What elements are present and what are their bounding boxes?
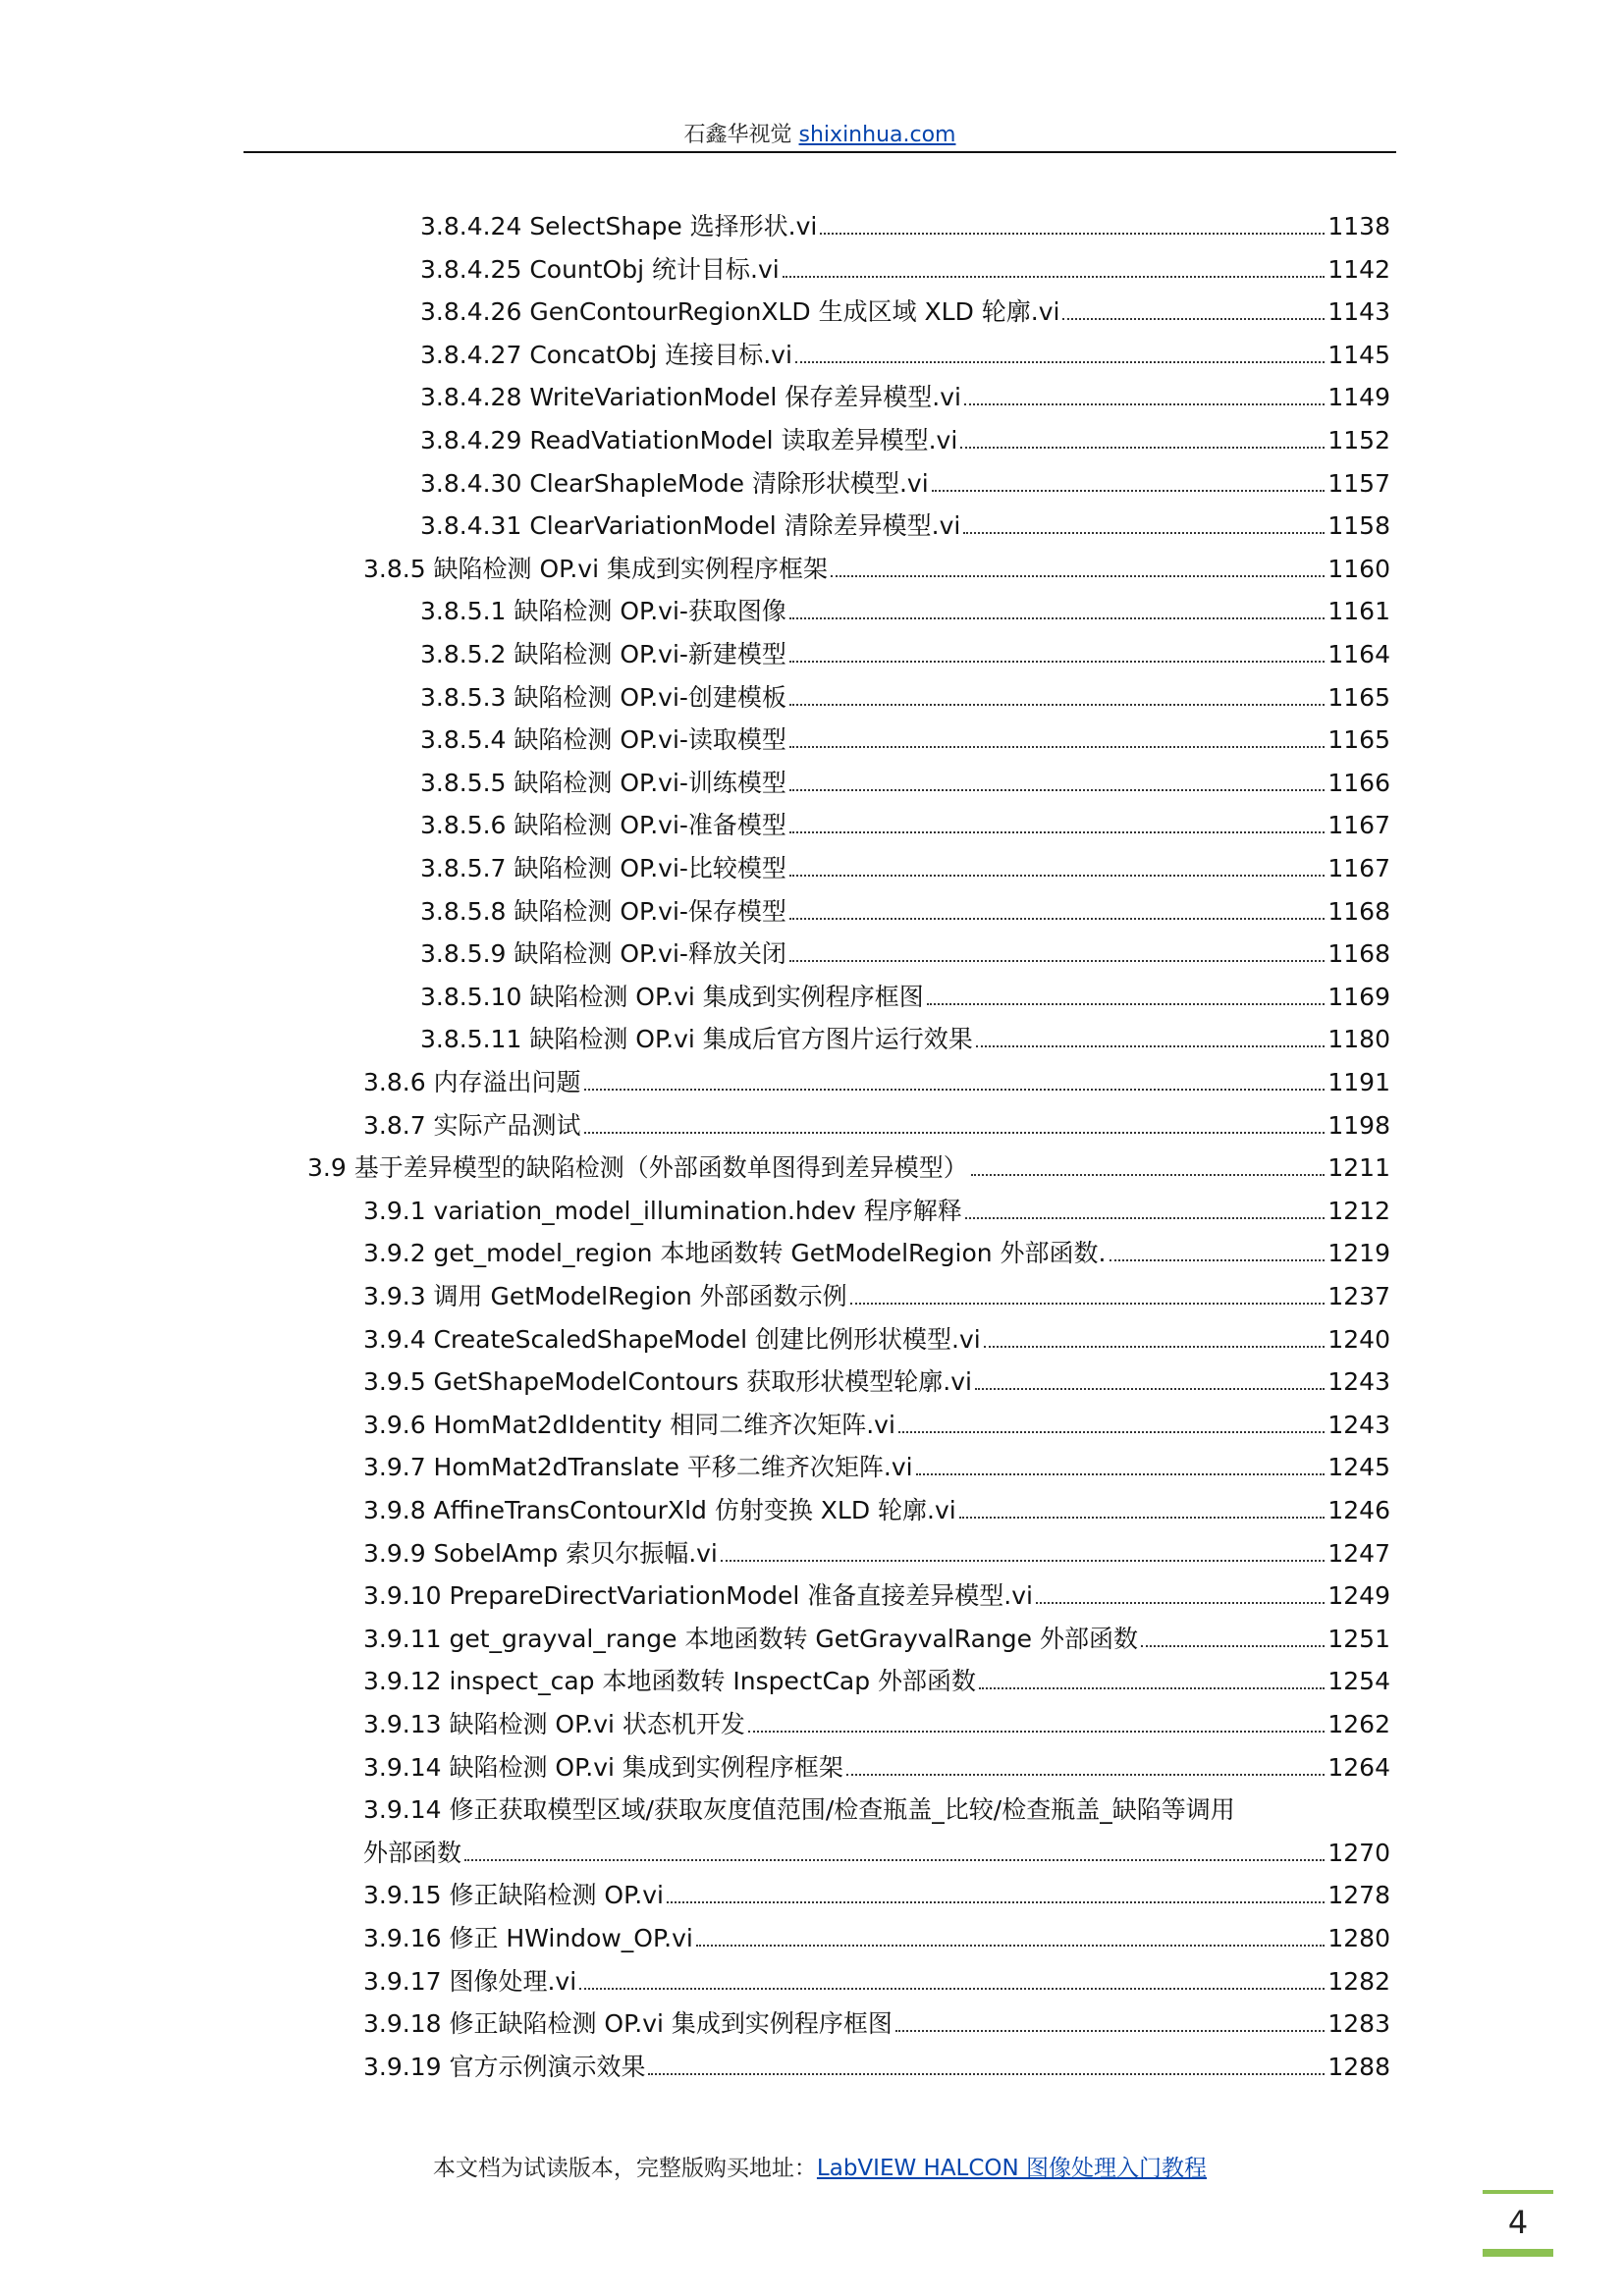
toc-dot-leader <box>895 2030 1325 2032</box>
toc-dot-leader <box>979 1687 1325 1689</box>
toc-entry-title: 3.8.5.3 缺陷检测 OP.vi-创建模板 <box>420 682 786 712</box>
toc-entry[interactable] <box>420 759 1390 798</box>
toc-entry-title: 3.8.4.28 WriteVariationModel 保存差异模型.vi <box>420 383 961 412</box>
toc-dot-leader <box>846 1774 1325 1776</box>
toc-dot-leader <box>789 661 1325 663</box>
toc-dot-leader <box>984 1346 1326 1348</box>
toc-entry[interactable] <box>420 973 1390 1012</box>
toc-dot-leader <box>916 1473 1326 1475</box>
toc-entry[interactable] <box>363 2043 1390 2082</box>
toc-entry-title: 3.8.4.31 ClearVariationModel 清除差异模型.vi <box>420 511 961 541</box>
toc-entry[interactable] <box>363 1101 1390 1141</box>
toc-dot-leader <box>964 403 1325 405</box>
page-header <box>244 118 1396 148</box>
toc-entry[interactable] <box>363 1957 1390 1997</box>
toc-dot-leader <box>789 746 1325 748</box>
toc-entry-page: 1168 <box>1327 939 1390 969</box>
toc-entry-wrapped-line1[interactable]: 3.9.14 修正获取模型区域/获取灰度值范围/检查瓶盖_比较/检查瓶盖_缺陷等调用 <box>363 1795 1235 1825</box>
toc-entry[interactable] <box>420 930 1390 969</box>
toc-entry-title: 3.9.1 variation_model_illumination.hdev 程序解释 <box>363 1196 962 1225</box>
toc-entry-title: 3.9.16 修正 HWindow_OP.vi <box>363 1924 693 1952</box>
toc-entry-page: 1211 <box>1327 1153 1390 1183</box>
toc-dot-leader <box>795 361 1325 363</box>
toc-dot-leader <box>898 1431 1325 1433</box>
toc-entry-title: 3.9.8 AffineTransContourXld 仿射变换 XLD 轮廓.vi <box>363 1496 956 1524</box>
toc-entry-title: 3.9.5 GetShapeModelContours 获取形状模型轮廓.vi <box>363 1367 972 1397</box>
toc-dot-leader <box>648 2073 1325 2075</box>
footer-purchase-link[interactable]: LabVIEW HALCON 图像处理入门教程 <box>816 2156 1208 2181</box>
toc-entry-page: 1149 <box>1327 383 1390 412</box>
toc-entry[interactable] <box>363 1700 1390 1739</box>
toc-entry-page: 1145 <box>1327 340 1390 369</box>
toc-entry-page: 1270 <box>1327 1838 1390 1867</box>
toc-entry[interactable] <box>420 801 1390 840</box>
toc-entry-title: 3.9.17 图像处理.vi <box>363 1966 577 1996</box>
toc-dot-leader <box>789 918 1325 920</box>
toc-entry-page: 1237 <box>1327 1282 1390 1310</box>
toc-entry-page: 1282 <box>1327 1966 1390 1996</box>
toc-dot-leader <box>971 1174 1326 1176</box>
toc-entry-page: 1219 <box>1327 1239 1390 1268</box>
toc-dot-leader <box>1062 318 1325 320</box>
toc-dot-leader <box>975 1388 1325 1390</box>
toc-dot-leader <box>960 447 1325 449</box>
toc-dot-leader <box>927 1003 1326 1005</box>
toc-entry-page: 1262 <box>1327 1710 1390 1738</box>
toc-dot-leader <box>976 1045 1326 1047</box>
toc-entry-title: 3.8.4.24 SelectShape 选择形状.vi <box>420 212 818 240</box>
toc-entry[interactable] <box>363 1315 1390 1355</box>
toc-entry[interactable] <box>363 1829 1390 1868</box>
toc-entry[interactable] <box>363 1401 1390 1440</box>
toc-entry-title: 3.8.7 实际产品测试 <box>363 1110 581 1140</box>
toc-dot-leader <box>959 1517 1326 1519</box>
toc-entry-title: 3.9.19 官方示例演示效果 <box>363 2052 646 2081</box>
toc-entry[interactable] <box>307 1144 1390 1183</box>
toc-entry-page: 1169 <box>1327 982 1390 1011</box>
toc-dot-leader <box>789 789 1325 791</box>
toc-entry-page: 1246 <box>1327 1496 1390 1524</box>
toc-entry-title: 3.9.6 HomMat2dIdentity 相同二维齐次矩阵.vi <box>363 1410 895 1439</box>
toc-dot-leader <box>1141 1645 1325 1647</box>
toc-entry-title: 3.9 基于差异模型的缺陷检测（外部函数单图得到差异模型） <box>307 1153 968 1183</box>
toc-dot-leader <box>789 875 1325 877</box>
toc-dot-leader <box>584 1089 1326 1091</box>
page-number-bar-bottom <box>1483 2249 1553 2257</box>
toc-dot-leader <box>1036 1602 1325 1604</box>
toc-entry-page: 1180 <box>1327 1025 1390 1054</box>
toc-entry[interactable] <box>363 1187 1390 1226</box>
toc-dot-leader <box>464 1859 1325 1861</box>
toc-entry[interactable] <box>363 1871 1390 1910</box>
toc-entry-page: 1165 <box>1327 682 1390 712</box>
toc-entry-page: 1283 <box>1327 2009 1390 2039</box>
toc-entry[interactable] <box>420 716 1390 755</box>
toc-dot-leader <box>667 1901 1325 1903</box>
toc-entry-page: 1157 <box>1327 468 1390 498</box>
toc-entry[interactable] <box>420 887 1390 927</box>
toc-entry-title: 3.8.5.5 缺陷检测 OP.vi-训练模型 <box>420 768 786 797</box>
page-footer <box>244 2150 1396 2182</box>
toc-entry-title: 外部函数 <box>363 1838 462 1867</box>
toc-entry-title: 3.8.4.30 ClearShapleMode 清除形状模型.vi <box>420 468 929 498</box>
toc-dot-leader <box>820 233 1325 235</box>
toc-entry[interactable] <box>420 459 1390 499</box>
toc-entry-title: 3.9.14 缺陷检测 OP.vi 集成到实例程序框架 <box>363 1752 843 1782</box>
toc-entry-page: 1288 <box>1327 2052 1390 2081</box>
toc-entry-title: 3.9.9 SobelAmp 索贝尔振幅.vi <box>363 1538 718 1568</box>
toc-dot-leader <box>932 490 1326 492</box>
toc-entry[interactable] <box>420 416 1390 455</box>
toc-entry-title: 3.9.2 get_model_region 本地函数转 GetModelRegion 外部函数. <box>363 1239 1107 1268</box>
toc-entry[interactable] <box>363 1615 1390 1654</box>
toc-entry-page: 1165 <box>1327 725 1390 755</box>
toc-entry-page: 1251 <box>1327 1624 1390 1653</box>
toc-entry-page: 1160 <box>1327 554 1390 583</box>
toc-entry-title: 3.8.5.2 缺陷检测 OP.vi-新建模型 <box>420 640 786 668</box>
toc-entry-page: 1198 <box>1327 1110 1390 1140</box>
toc-entry-title: 3.8.5.10 缺陷检测 OP.vi 集成到实例程序框图 <box>420 982 924 1011</box>
toc-entry[interactable] <box>420 331 1390 370</box>
toc-entry[interactable] <box>420 844 1390 883</box>
toc-dot-leader <box>831 575 1325 577</box>
toc-dot-leader <box>789 960 1325 962</box>
toc-entry-title: 3.9.10 PrepareDirectVariationModel 准备直接差异模型.vi <box>363 1581 1033 1611</box>
toc-dot-leader <box>1110 1259 1326 1261</box>
toc-dot-leader <box>963 532 1325 534</box>
header-rule <box>244 151 1396 153</box>
toc-entry-title: 3.8.5.8 缺陷检测 OP.vi-保存模型 <box>420 896 786 926</box>
toc-entry[interactable] <box>363 1272 1390 1311</box>
toc-entry[interactable] <box>363 1486 1390 1525</box>
toc-entry-title: 3.9.3 调用 GetModelRegion 外部函数示例 <box>363 1282 847 1310</box>
toc-entry-page: 1164 <box>1327 640 1390 668</box>
toc-entry-title: 3.9.15 修正缺陷检测 OP.vi <box>363 1881 664 1910</box>
toc-entry-title: 3.8.5.4 缺陷检测 OP.vi-读取模型 <box>420 725 786 755</box>
toc-entry[interactable] <box>420 288 1390 327</box>
toc-entry-page: 1212 <box>1327 1196 1390 1225</box>
toc-entry-title: 3.8.5 缺陷检测 OP.vi 集成到实例程序框架 <box>363 554 828 583</box>
toc-entry-page: 1166 <box>1327 768 1390 797</box>
toc-entry-page: 1143 <box>1327 297 1390 327</box>
toc-dot-leader <box>579 1988 1325 1990</box>
toc-entry[interactable] <box>420 245 1390 285</box>
toc-dot-leader <box>748 1731 1325 1733</box>
toc-dot-leader <box>789 704 1325 706</box>
page-number: 4 <box>1507 2204 1529 2241</box>
toc-entry-page: 1167 <box>1327 811 1390 840</box>
toc-entry-page: 1168 <box>1327 896 1390 926</box>
toc-entry-page: 1240 <box>1327 1324 1390 1354</box>
toc-entry[interactable] <box>420 1015 1390 1054</box>
header-site-link[interactable]: shixinhua.com <box>798 123 956 147</box>
toc-entry-page: 1243 <box>1327 1410 1390 1439</box>
page-number-bar-top <box>1483 2190 1553 2194</box>
toc-entry-title: 3.8.4.27 ConcatObj 连接目标.vi <box>420 340 792 369</box>
toc-entry-title: 3.8.5.7 缺陷检测 OP.vi-比较模型 <box>420 854 786 882</box>
toc-entry-title: 3.9.18 修正缺陷检测 OP.vi 集成到实例程序框图 <box>363 2009 893 2039</box>
toc-entry-title: 3.8.5.1 缺陷检测 OP.vi-获取图像 <box>420 597 786 626</box>
toc-entry-page: 1278 <box>1327 1881 1390 1910</box>
toc-entry[interactable] <box>363 1443 1390 1482</box>
toc-entry-title: 3.8.4.25 CountObj 统计目标.vi <box>420 254 780 284</box>
toc-entry[interactable] <box>363 545 1390 584</box>
toc-entry-title: 3.9.13 缺陷检测 OP.vi 状态机开发 <box>363 1710 745 1738</box>
toc-entry-page: 1138 <box>1327 212 1390 240</box>
toc-entry-page: 1152 <box>1327 426 1390 454</box>
toc-entry[interactable] <box>420 502 1390 541</box>
toc-entry-page: 1161 <box>1327 597 1390 626</box>
toc-entry-page: 1280 <box>1327 1924 1390 1952</box>
toc-dot-leader <box>721 1560 1325 1562</box>
toc-entry-page: 1254 <box>1327 1667 1390 1696</box>
toc-dot-leader <box>783 276 1326 278</box>
toc-entry-title: 3.8.5.9 缺陷检测 OP.vi-释放关闭 <box>420 939 786 969</box>
toc-entry[interactable] <box>363 1914 1390 1953</box>
toc-entry-title: 3.8.5.6 缺陷检测 OP.vi-准备模型 <box>420 811 786 840</box>
toc-dot-leader <box>584 1132 1326 1134</box>
toc-entry-title: 3.9.12 inspect_cap 本地函数转 InspectCap 外部函数 <box>363 1667 977 1696</box>
toc-entry-page: 1167 <box>1327 854 1390 882</box>
toc-entry-page: 1245 <box>1327 1453 1390 1482</box>
toc-entry-title: 3.9.7 HomMat2dTranslate 平移二维齐次矩阵.vi <box>363 1453 913 1482</box>
toc-entry-title: 3.9.11 get_grayval_range 本地函数转 GetGrayvalRange 外部函数 <box>363 1624 1138 1653</box>
toc-entry[interactable] <box>363 1572 1390 1611</box>
toc-entry[interactable] <box>363 1058 1390 1097</box>
toc-entry-page: 1142 <box>1327 254 1390 284</box>
toc-entry[interactable] <box>420 587 1390 626</box>
toc-entry-title: 3.8.5.11 缺陷检测 OP.vi 集成后官方图片运行效果 <box>420 1025 973 1054</box>
toc-entry[interactable] <box>420 202 1390 241</box>
toc-entry[interactable] <box>363 1529 1390 1569</box>
header-brand: 石鑫华视觉 <box>683 123 792 147</box>
toc-entry-page: 1158 <box>1327 511 1390 541</box>
toc-entry-page: 1249 <box>1327 1581 1390 1611</box>
toc-dot-leader <box>789 831 1325 833</box>
toc-entry[interactable] <box>363 1229 1390 1268</box>
toc-entry[interactable] <box>420 630 1390 669</box>
toc-dot-leader <box>965 1217 1326 1219</box>
toc-entry-page: 1264 <box>1327 1752 1390 1782</box>
toc-dot-leader <box>789 617 1325 619</box>
toc-entry-title: 3.9.4 CreateScaledShapeModel 创建比例形状模型.vi <box>363 1324 981 1354</box>
toc-entry[interactable] <box>363 1657 1390 1696</box>
footer-text: 本文档为试读版本，完整版购买地址： <box>432 2156 817 2181</box>
toc-entry[interactable] <box>363 2000 1390 2039</box>
toc-entry[interactable] <box>363 1743 1390 1783</box>
toc-entry[interactable] <box>420 373 1390 412</box>
toc-entry-title: 3.8.6 内存溢出问题 <box>363 1068 581 1096</box>
toc-entry-page: 1191 <box>1327 1068 1390 1096</box>
toc-entry-page: 1243 <box>1327 1367 1390 1397</box>
toc-entry-title: 3.8.4.29 ReadVatiationModel 读取差异模型.vi <box>420 426 958 454</box>
toc-entry[interactable] <box>420 673 1390 713</box>
toc-entry[interactable] <box>363 1358 1390 1397</box>
toc-entry-page: 1247 <box>1327 1538 1390 1568</box>
toc-entry-title: 3.8.4.26 GenContourRegionXLD 生成区域 XLD 轮廓.vi <box>420 297 1060 327</box>
toc-dot-leader <box>696 1945 1326 1947</box>
toc-dot-leader <box>850 1303 1326 1305</box>
